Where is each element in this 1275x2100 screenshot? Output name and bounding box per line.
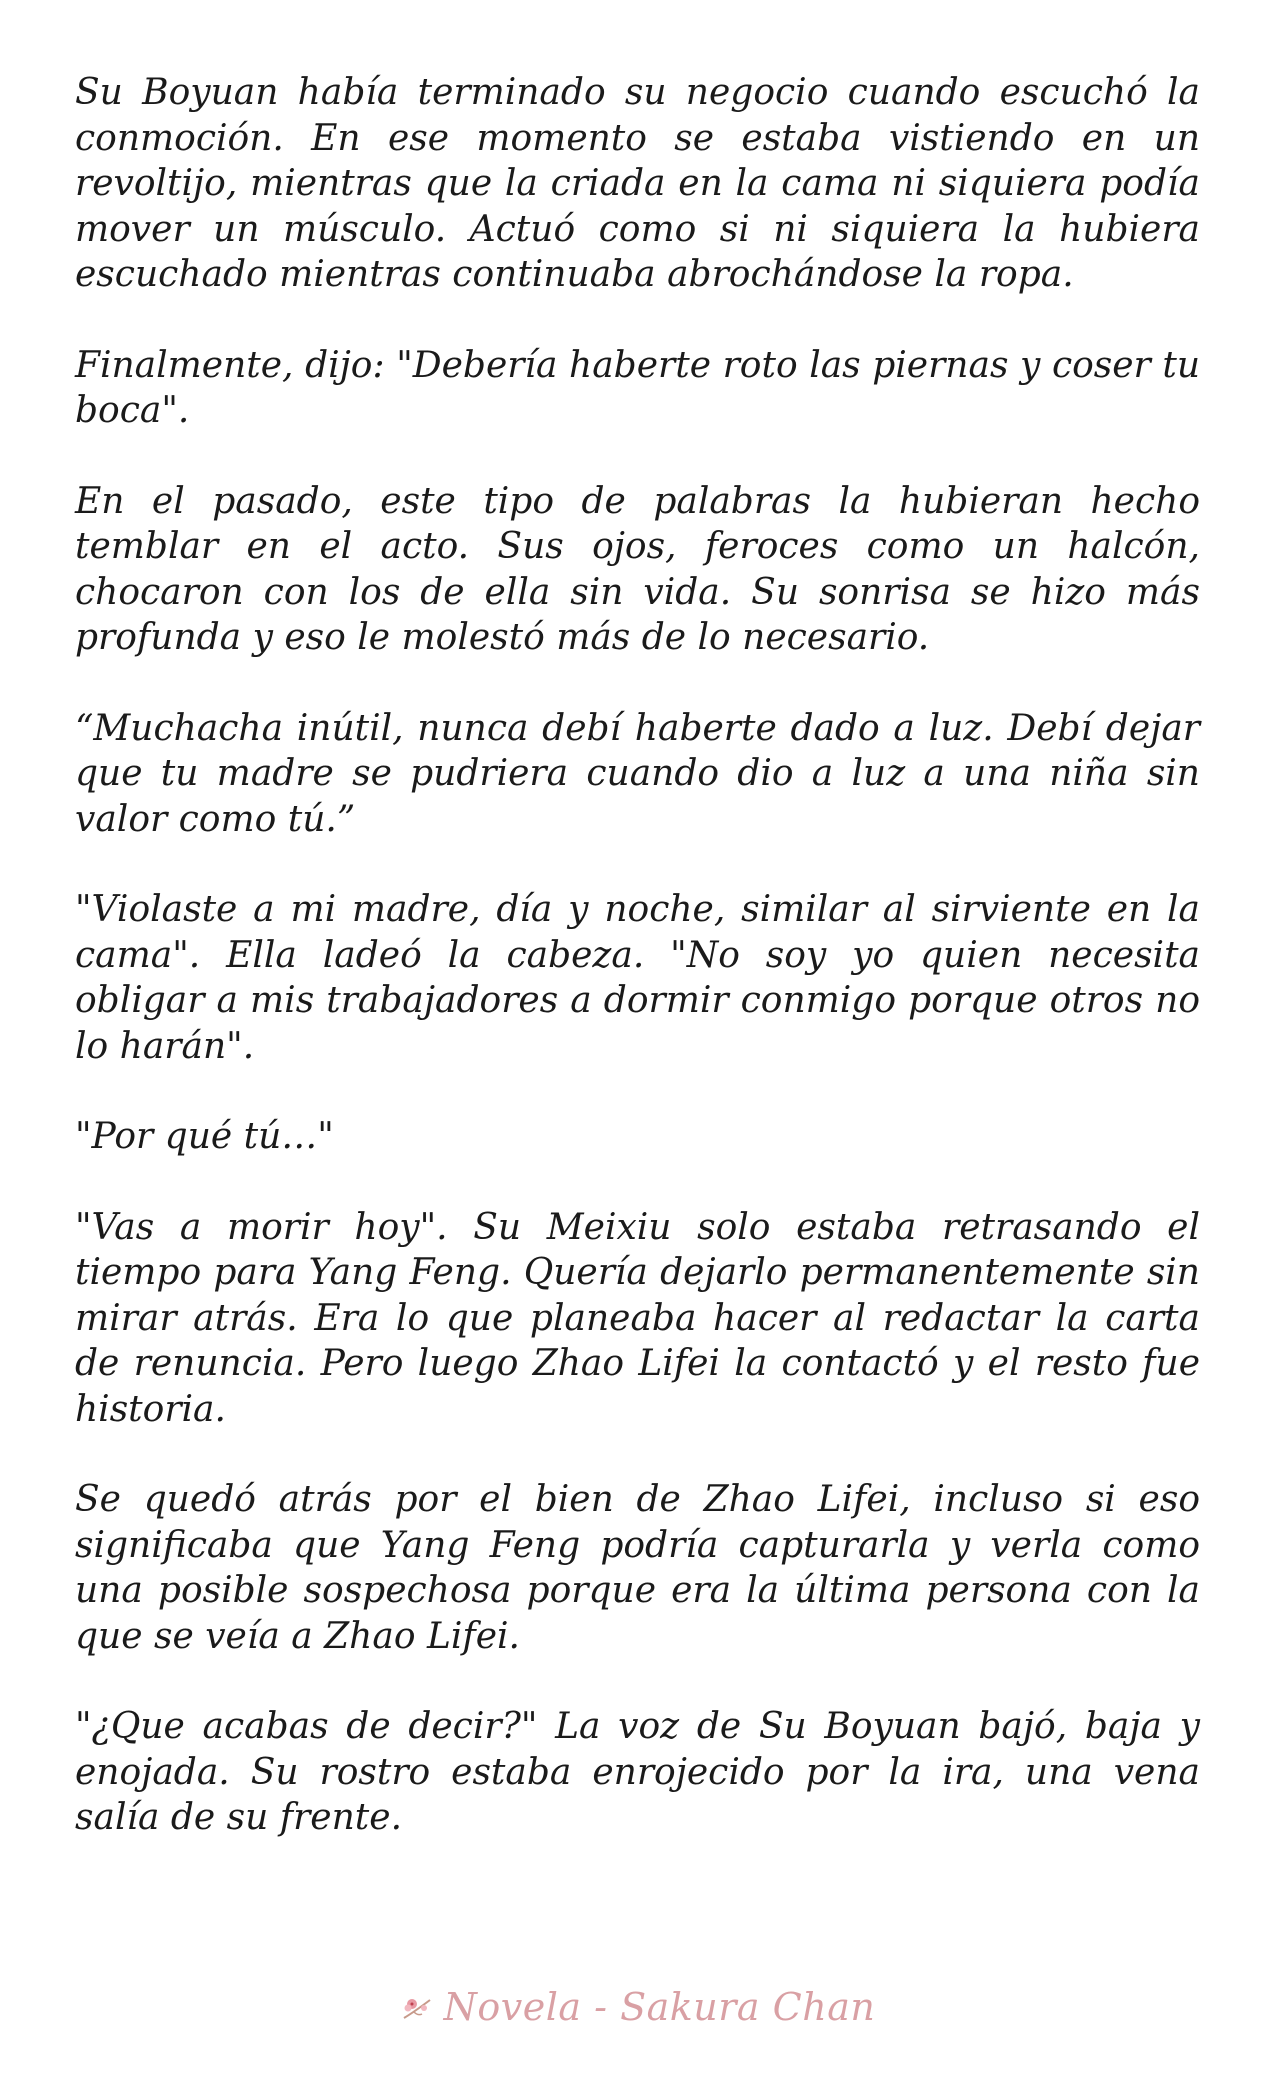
- paragraph-9: "¿Que acabas de decir?" La voz de Su Boyuan bajó, baja y enojada. Su rostro estaba enrojecido por la ira, una vena salía de su frente.: [75, 1706, 1200, 1838]
- paragraph-1: Su Boyuan había terminado su negocio cuando escuchó la conmoción. En ese momento se estaba vistiendo en un revoltijo, mientras que la criada en la cama ni siquiera podía mover un músculo. Actuó como si ni siquiera la hubiera escuchado mientras continuaba abrochándose la ropa.: [75, 72, 1200, 295]
- chapter-text: [75, 70, 1200, 1886]
- paragraph-2: Finalmente, dijo: "Debería haberte roto las piernas y coser tu boca".: [75, 344, 1200, 431]
- sakura-flower-icon: [400, 1989, 434, 2033]
- paragraph-6: "Por qué tú…": [75, 1116, 334, 1157]
- paragraph-7: "Vas a morir hoy". Su Meixiu solo estaba retrasando el tiempo para Yang Feng. Quería dejarlo permanentemente sin mirar atrás. Era lo que planeaba hacer al redactar la carta de renuncia. Pero luego Zhao Lifei la contactó y el resto fue historia.: [75, 1206, 1200, 1430]
- footer-text: Novela - Sakura Chan: [443, 1985, 876, 2029]
- paragraph-8: Se quedó atrás por el bien de Zhao Lifei, incluso si eso significaba que Yang Feng podría capturarla y verla como una posible sospechosa porque era la última persona con la que se veía a Zhao Lifei.: [75, 1479, 1200, 1657]
- paragraph-4: “Muchacha inútil, nunca debí haberte dado a luz. Debí dejar que tu madre se pudriera cuando dio a luz a una niña sin valor como tú.”: [75, 707, 1200, 840]
- footer-watermark: [0, 1985, 1275, 2033]
- paragraph-5: "Violaste a mi madre, día y noche, similar al sirviente en la cama". Ella ladeó la cabeza. "No soy yo quien necesita obligar a mis trabajadores a dormir conmigo porque otros no lo harán".: [75, 889, 1200, 1067]
- paragraph-3: En el pasado, este tipo de palabras la hubieran hecho temblar en el acto. Sus ojos, feroces como un halcón, chocaron con los de ella sin vida. Su sonrisa se hizo más profunda y eso le molestó más de lo necesario.: [75, 480, 1200, 658]
